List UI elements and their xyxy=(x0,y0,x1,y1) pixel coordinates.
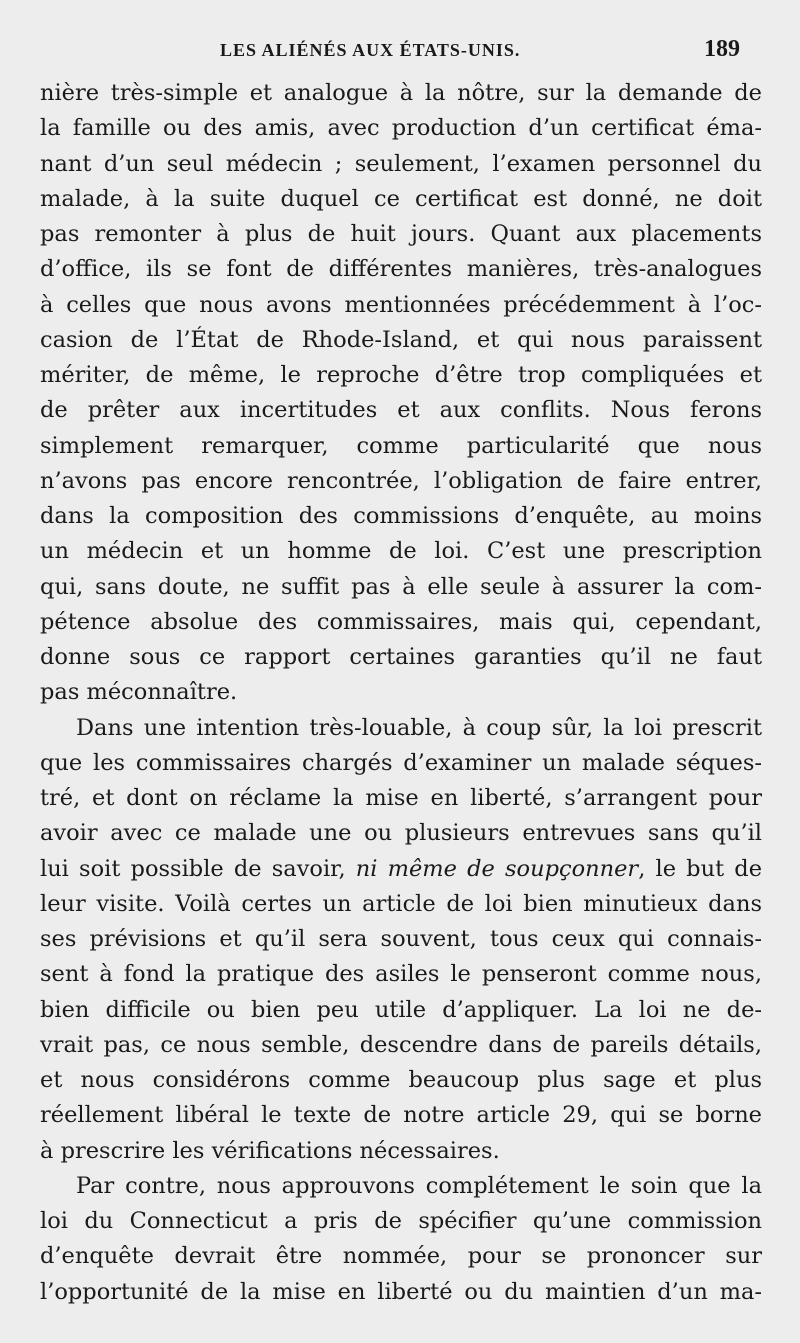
text-line: loi du Connecticut a pris de spécifier qu’une commission xyxy=(40,1208,762,1234)
text-line: sent à fond la pratique des asiles le penseront comme nous, xyxy=(40,961,762,988)
text-line: donne sous ce rapport certaines garanties qu’il ne faut xyxy=(40,644,762,670)
text-line: la famille ou des amis, avec production d’un certificat éma- xyxy=(40,115,762,142)
text-line: à celles que nous avons mentionnées précédemment à l’oc- xyxy=(40,291,762,318)
text-line: qui, sans doute, ne suffit pas à elle seule à assurer la com- xyxy=(40,573,762,600)
text-line: l’opportunité de la mise en liberté ou du maintien d’un ma- xyxy=(40,1278,762,1305)
text-line: nant d’un seul médecin ; seulement, l’examen personnel du xyxy=(40,150,762,177)
text-line: Dans une intention très-louable, à coup sûr, la loi prescrit xyxy=(76,714,762,741)
text-line: de prêter aux incertitudes et aux conflits. Nous ferons xyxy=(40,397,762,424)
text-line: ses prévisions et qu’il sera souvent, tous ceux qui connais- xyxy=(40,926,762,952)
text-line: simplement remarquer, comme particularité que nous xyxy=(40,432,762,459)
text-line: que les commissaires chargés d’examiner un malade séques- xyxy=(40,749,762,776)
page-header xyxy=(40,36,740,72)
text-line: un médecin et un homme de loi. C’est une prescription xyxy=(40,538,762,565)
text-line: tré, et dont on réclame la mise en liberté, s’arrangent pour xyxy=(40,785,762,811)
text-segment: , le but de xyxy=(638,855,763,882)
text-line: pétence absolue des commissaires, mais qui, cependant, xyxy=(40,608,762,635)
text-line: pas méconnaître. xyxy=(40,679,238,706)
text-line: nière très-simple et analogue à la nôtre, sur la demande de xyxy=(40,80,762,106)
text-line: pas remonter à plus de huit jours. Quant aux placements xyxy=(40,221,762,247)
text-line: d’office, ils se font de différentes manières, très-analogues xyxy=(40,256,762,283)
text-line: avoir avec ce malade une ou plusieurs entrevues sans qu’il xyxy=(40,820,762,847)
text-line: casion de l’État de Rhode-Island, et qui nous paraissent xyxy=(40,326,762,353)
text-line: d’enquête devrait être nommée, pour se prononcer sur xyxy=(40,1243,762,1270)
italic-phrase: ni même de soupçonner xyxy=(355,855,639,882)
text-line-with-italic xyxy=(40,852,762,887)
text-line: mériter, de même, le reproche d’être trop compliquées et xyxy=(40,362,762,388)
text-line: leur visite. Voilà certes un article de loi bien minutieux dans xyxy=(40,890,762,917)
text-line: n’avons pas encore rencontrée, l’obligation de faire entrer, xyxy=(40,467,762,494)
text-line: bien difficile ou bien peu utile d’appliquer. La loi ne de- xyxy=(40,996,762,1023)
text-line: et nous considérons comme beaucoup plus sage et plus xyxy=(40,1067,762,1093)
text-line: malade, à la suite duquel ce certificat est donné, ne doit xyxy=(40,185,762,212)
text-line: dans la composition des commissions d’enquête, au moins xyxy=(40,503,762,529)
text-line: réellement libéral le texte de notre article 29, qui se borne xyxy=(40,1102,762,1129)
body-text xyxy=(40,76,762,1310)
text-line: Par contre, nous approuvons complétement le soin que la xyxy=(76,1172,762,1199)
text-line: à prescrire les vérifications nécessaires. xyxy=(40,1137,500,1164)
running-title: LES ALIÉNÉS AUX ÉTATS-UNIS. xyxy=(220,40,521,60)
text-segment: lui soit possible de savoir, xyxy=(40,855,356,882)
text-line: vrait pas, ce nous semble, descendre dans de pareils détails, xyxy=(40,1031,762,1058)
page-number: 189 xyxy=(704,36,740,62)
